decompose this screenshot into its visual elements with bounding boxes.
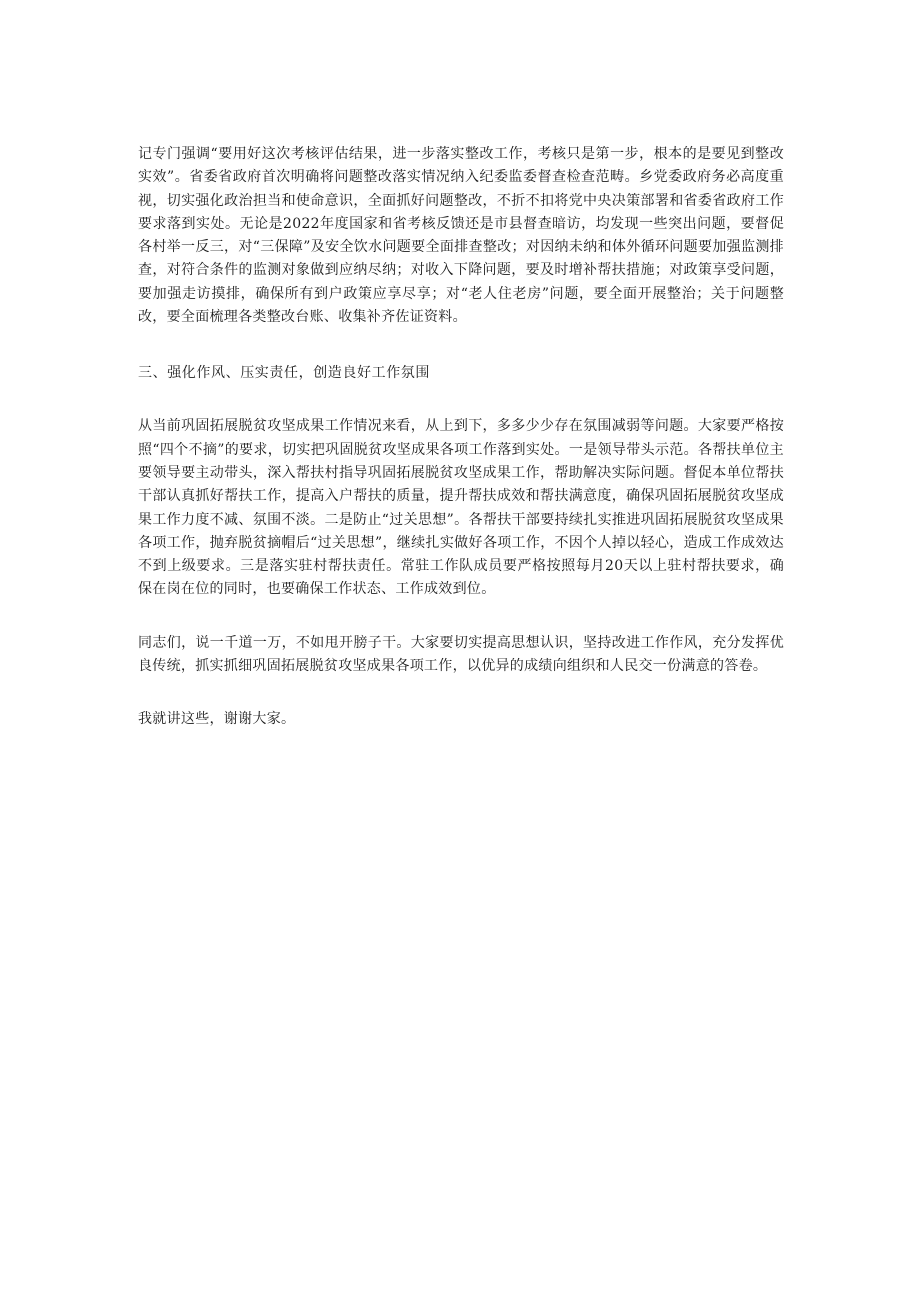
paragraph-closing: 我就讲这些，谢谢大家。 xyxy=(138,711,296,728)
section-heading-3: 三、强化作风、压实责任，创造良好工作氛围 xyxy=(138,365,430,382)
document-body xyxy=(138,143,784,732)
paragraph-work-style: 从当前巩固拓展脱贫攻坚成果工作情况来看，从上到下，多多少少存在氛围减弱等问题。大家要严格按照“四个不摘”的要求，切实把巩固脱贫攻坚成果各项工作落到实处。一是领导带头示范。各帮扶单位主要领导要主动带头，深入帮扶村指导巩固拓展脱贫攻坚成果工作，帮助解决实际问题。督促本单位帮扶干部认真抓好帮扶工作，提高入户帮扶的质量，提升帮扶成效和帮扶满意度，确保巩固拓展脱贫攻坚成果工作力度不减、氛围不淡。二是防止“过关思想”。各帮扶干部要持续扎实推进巩固拓展脱贫攻坚成果各项工作，抛弃脱贫摘帽后“过关思想”，继续扎实做好各项工作，不因个人掉以轻心，造成工作成效达不到上级要求。三是落实驻村帮扶责任。常驻工作队成员要严格按照每月20天以上驻村帮扶要求，确保在岗在位的同时，也要确保工作状态、工作成效到位。 xyxy=(138,418,784,598)
paragraph-rectification: 记专门强调“要用好这次考核评估结果，进一步落实整改工作，考核只是第一步，根本的是要见到整改实效”。省委省政府首次明确将问题整改落实情况纳入纪委监委督查检查范畴。乡党委政府务必高度重视，切实强化政治担当和使命意识，全面抓好问题整改，不折不扣将党中央决策部署和省委省政府工作要求落到实处。无论是2022年度国家和省考核反馈还是市县督查暗访，均发现一些突出问题，要督促各村举一反三，对“三保障”及安全饮水问题要全面排查整改；对因纳未纳和体外循环问题要加强监测排查，对符合条件的监测对象做到应纳尽纳；对收入下降问题，要及时增补帮扶措施；对政策享受问题，要加强走访摸排，确保所有到户政策应享尽享；对“老人住老房”问题，要全面开展整治；关于问题整改，要全面梳理各类整改台账、收集补齐佐证资料。 xyxy=(138,146,784,326)
paragraph-comrades: 同志们，说一千道一万，不如甩开膀子干。大家要切实提高思想认识，坚持改进工作作风，充分发挥优良传统，抓实抓细巩固拓展脱贫攻坚成果各项工作，以优异的成绩向组织和人民交一份满意的答卷。 xyxy=(138,634,784,675)
